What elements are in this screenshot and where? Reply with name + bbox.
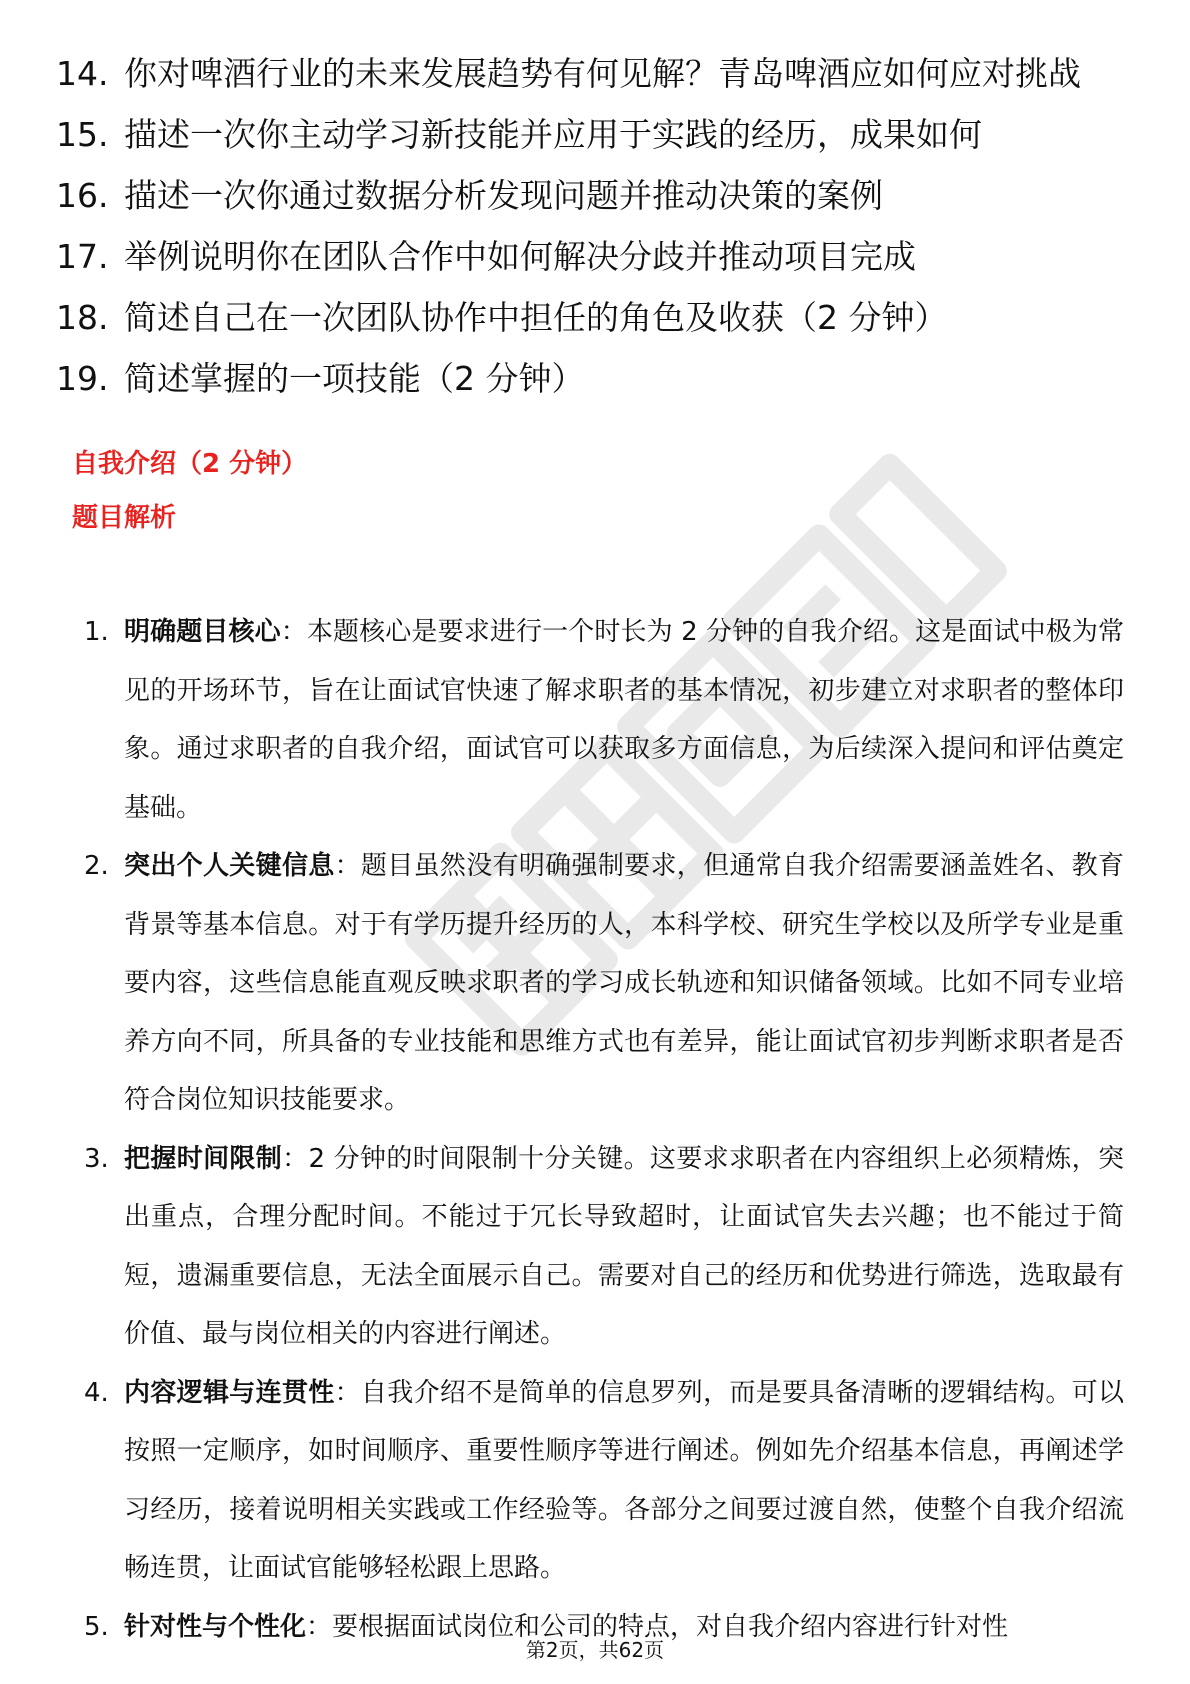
question-text: 简述掌握的一项技能（2 分钟）: [124, 359, 585, 398]
analysis-item: [84, 1364, 1124, 1598]
analysis-number: 2.: [84, 851, 109, 881]
subsection-title: 题目解析: [72, 503, 177, 533]
analysis-text: 自我介绍不是简单的信息罗列，而是要具备清晰的逻辑结构。可以按照一定顺序，如时间顺序、重要性顺序等进行阐述。例如先介绍基本信息，再阐述学习经历，接着说明相关实践或工作经验等。各部分之间要过渡自然，使整个自我介绍流畅连贯，让面试官能够轻松跟上思路。: [124, 1377, 1124, 1583]
analysis-number: 3.: [84, 1143, 109, 1174]
analysis-number: 1.: [84, 617, 109, 647]
question-item: [56, 52, 1136, 96]
question-text: 描述一次你通过数据分析发现问题并推动决策的案例: [124, 176, 883, 215]
analysis-text: 2 分钟的时间限制十分关键。这要求求职者在内容组织上必须精炼，突出重点，合理分配时间。不能过于冗长导致超时，让面试官失去兴趣；也不能过于简短，遗漏重要信息，无法全面展示自己。需要对自己的经历和优势进行筛选，选取最有价值、最与岗位相关的内容进行阐述。: [124, 1143, 1124, 1349]
analysis-item: [84, 1130, 1124, 1364]
analysis-separator: ：: [334, 851, 361, 881]
analysis-text: 题目虽然没有明确强制要求，但通常自我介绍需要涵盖姓名、教育背景等基本信息。对于有学历提升经历的人，本科学校、研究生学校以及所学专业是重要内容，这些信息能直观反映求职者的学习成长轨迹和知识储备领域。比如不同专业培养方向不同，所具备的专业技能和思维方式也有差异，能让面试官初步判断求职者是否符合岗位知识技能要求。: [124, 851, 1124, 1115]
analysis-separator: ：: [306, 1611, 333, 1642]
question-text: 简述自己在一次团队协作中担任的角色及收获（2 分钟）: [124, 298, 948, 337]
page-footer: 第2页，共62页: [525, 1638, 665, 1662]
analysis-body: [124, 603, 1124, 837]
question-number: 17.: [56, 237, 109, 276]
question-text: 举例说明你在团队合作中如何解决分歧并推动项目完成: [124, 237, 916, 276]
question-item: [56, 174, 1136, 218]
analysis-term: 明确题目核心: [124, 617, 281, 647]
analysis-list: [84, 603, 1124, 1656]
question-number: 18.: [56, 298, 109, 337]
analysis-item: [84, 603, 1124, 837]
question-list: [56, 52, 1136, 418]
analysis-separator: ：: [334, 1377, 361, 1408]
question-number: 16.: [56, 176, 109, 215]
analysis-body: [124, 837, 1124, 1130]
question-text: 你对啤酒行业的未来发展趋势有何见解？青岛啤酒应如何应对挑战: [124, 54, 1081, 93]
analysis-text: 本题核心是要求进行一个时长为 2 分钟的自我介绍。这是面试中极为常见的开场环节，旨在让面试官快速了解求职者的基本情况，初步建立对求职者的整体印象。通过求职者的自我介绍，面试官可以获取多方面信息，为后续深入提问和评估奠定基础。: [124, 617, 1124, 823]
analysis-number: 4.: [84, 1377, 109, 1408]
question-item: [56, 296, 1136, 340]
question-number: 19.: [56, 359, 109, 398]
analysis-term: 内容逻辑与连贯性: [124, 1377, 335, 1408]
analysis-term: 针对性与个性化: [124, 1611, 307, 1642]
section-title: 自我介绍（2 分钟）: [72, 449, 308, 479]
analysis-body: [124, 1364, 1124, 1598]
question-text: 描述一次你主动学习新技能并应用于实践的经历，成果如何: [124, 115, 982, 154]
analysis-separator: ：: [282, 1143, 309, 1174]
analysis-term: 突出个人关键信息: [124, 851, 335, 881]
analysis-number: 5.: [84, 1611, 109, 1642]
question-item: [56, 357, 1136, 401]
question-number: 14.: [56, 54, 109, 93]
analysis-item: [84, 837, 1124, 1130]
analysis-text: 要根据面试岗位和公司的特点，对自我介绍内容进行针对性: [332, 1611, 1009, 1642]
question-item: [56, 235, 1136, 279]
question-item: [56, 113, 1136, 157]
analysis-body: [124, 1130, 1124, 1364]
question-number: 15.: [56, 115, 109, 154]
analysis-term: 把握时间限制: [124, 1143, 283, 1174]
analysis-separator: ：: [280, 617, 307, 647]
